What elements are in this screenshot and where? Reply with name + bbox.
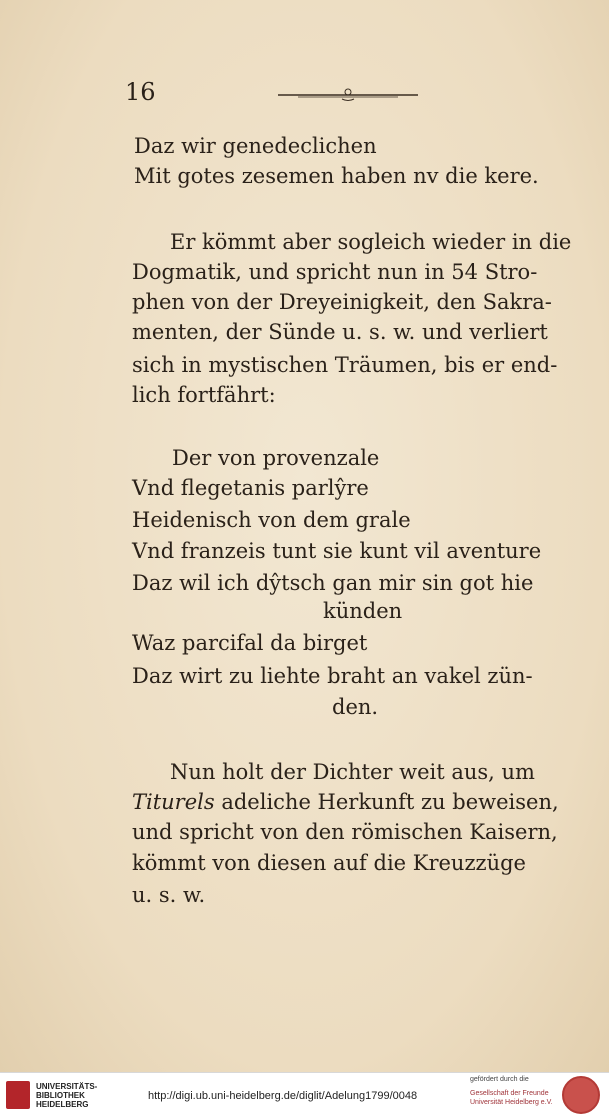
- paragraph-line: Dogmatik, und spricht nun in 54 Stro-: [132, 260, 538, 284]
- paragraph-line: lich fortfährt:: [132, 383, 276, 407]
- verse-line: Waz parcifal da birget: [132, 631, 368, 655]
- paragraph-line: sich in mystischen Träumen, bis er end-: [132, 353, 558, 377]
- paragraph-line: phen von der Dreyeinigkeit, den Sakra-: [132, 290, 552, 314]
- library-logo-icon: [6, 1081, 30, 1109]
- verse-line: Mit gotes zesemen haben nv die kere.: [134, 164, 539, 188]
- page-number: 16: [125, 78, 156, 106]
- paragraph-line: menten, der Sünde u. s. w. und verliert: [132, 320, 548, 344]
- italic-name: Titurels: [132, 790, 215, 814]
- sponsor-caption: gefördert durch die: [470, 1076, 529, 1083]
- sponsor-name: Gesellschaft der Freunde Universität Heidelberg e.V.: [470, 1090, 553, 1106]
- verse-line: Daz wirt zu liehte braht an vakel zün-: [132, 664, 533, 688]
- paragraph-line: Er kömmt aber sogleich wieder in die: [170, 230, 572, 254]
- footer-bar: [0, 1072, 609, 1117]
- verse-line: Vnd flegetanis parlŷre: [132, 476, 369, 500]
- library-name: UNIVERSITÄTS- BIBLIOTHEK HEIDELBERG: [36, 1082, 98, 1109]
- paragraph-line: [132, 792, 559, 813]
- verse-line: Der von provenzale: [172, 446, 380, 470]
- paragraph-text: adeliche Herkunft zu beweisen,: [214, 790, 559, 814]
- paragraph-line: Nun holt der Dichter weit aus, um: [170, 760, 535, 784]
- verse-line: Vnd franzeis tunt sie kunt vil aventure: [132, 539, 542, 563]
- verse-line: Daz wil ich dŷtsch gan mir sin got hie: [132, 571, 534, 595]
- paragraph-line: und spricht von den römischen Kaisern,: [132, 820, 558, 844]
- verse-line: Daz wir genedeclichen: [134, 134, 377, 158]
- sponsor-seal-icon: [562, 1076, 600, 1114]
- paragraph-line: kömmt von diesen auf die Kreuzzüge: [132, 851, 526, 875]
- header-ornament: [278, 88, 418, 102]
- verse-line: den.: [332, 695, 379, 719]
- verse-line: Heidenisch von dem grale: [132, 508, 411, 532]
- verse-line: künden: [323, 599, 403, 623]
- paragraph-line: u. s. w.: [132, 883, 206, 907]
- permalink-link[interactable]: http://digi.ub.uni-heidelberg.de/diglit/Adelung1799/0048: [148, 1090, 418, 1102]
